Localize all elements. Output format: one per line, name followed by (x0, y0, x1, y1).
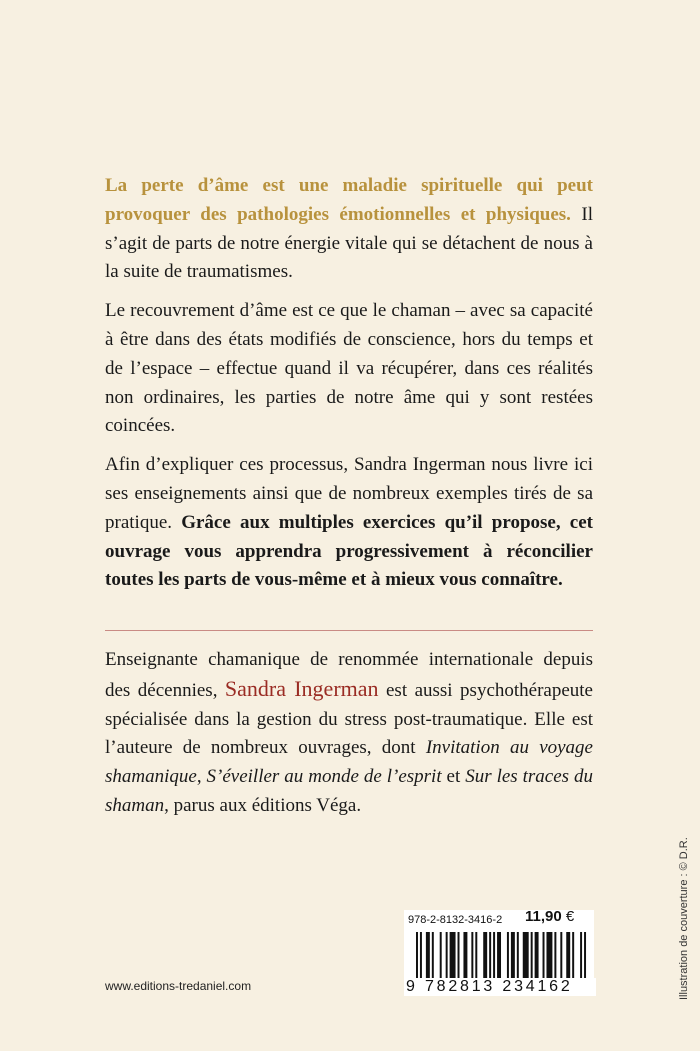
barcode-bar (554, 932, 556, 980)
intro-paragraph-2: Le recouvrement d’âme est ce que le chaman – avec sa capacité à être dans des états modifiés de conscience, hors du temps et de l’espace – effectue quand il va récupérer, dans ces réalités non ordinaires, les parties de notre âme qui y sont restées coincées. (105, 300, 593, 437)
publisher-website: www.editions-tredaniel.com (105, 979, 252, 993)
intro-highlight: La perte d’âme est une maladie spirituelle qui peut provoquer des pathologies émotionnelles et physiques. (105, 175, 593, 225)
barcode-bars (416, 932, 588, 980)
barcode-bar (584, 932, 586, 980)
barcode-bar (440, 932, 442, 980)
cover-illustration-credit: Illustration de couverture : © D.R. (678, 837, 690, 1000)
barcode-bar (580, 932, 582, 980)
barcode-bar (566, 932, 570, 980)
barcode-bar (497, 932, 501, 980)
barcode-bar (426, 932, 430, 980)
intro-paragraph-3 (105, 451, 593, 595)
barcode-bar (560, 932, 562, 980)
barcode-bar (450, 932, 456, 980)
bio-separator-1: , (196, 766, 207, 788)
barcode-bar (523, 932, 529, 980)
barcode-bar (543, 932, 545, 980)
barcode-bar (517, 932, 519, 980)
barcode-bar (531, 932, 533, 980)
bio-text-end: , parus aux éditions Véga. (164, 794, 362, 816)
bio-text-after: est aussi psychothérapeute spécialisée dans la gestion du stress post-traumatique. Elle est l’auteure de nombreux ouvrages, dont (105, 679, 593, 759)
price-amount: 11,90 (525, 908, 562, 925)
section-divider (105, 630, 593, 631)
book-title-3: Sur les traces du shaman (105, 766, 594, 816)
barcode-bar (463, 932, 467, 980)
bio-separator-2: et (441, 766, 466, 788)
bio-text-before: Enseignante chamanique de renommée internationale depuis des décennies, (105, 649, 593, 701)
book-title-2: S’éveiller au monde de l’esprit (206, 766, 442, 788)
book-title-1: Invitation au voyage shamanique (105, 737, 593, 788)
author-name: Sandra Ingerman (224, 675, 379, 701)
barcode-bar (489, 932, 491, 980)
barcode-digits: 9 782813 234162 (404, 978, 596, 996)
intro-paragraph-3-plain: Afin d’expliquer ces processus, Sandra Ingerman nous livre ici ses enseignements ainsi que de nombreux exemples tirés de sa pratique. (105, 454, 593, 533)
intro-text (105, 172, 593, 605)
barcode-bar (446, 932, 448, 980)
barcode-bar (432, 932, 434, 980)
bio-paragraph (105, 646, 593, 821)
barcode-bar (493, 932, 495, 980)
barcode-bar (535, 932, 539, 980)
isbn-number: 978-2-8132-3416-2 (408, 914, 503, 926)
barcode-bar (471, 932, 473, 980)
barcode-bar (416, 932, 418, 980)
barcode-bar (458, 932, 460, 980)
barcode-bar (507, 932, 509, 980)
intro-paragraph-3-bold: Grâce aux multiples exercices qu’il propose, cet ouvrage vous apprendra progressivement à réconcilier toutes les parts de vous-même et à mieux vous connaître. (105, 511, 593, 591)
author-bio (105, 646, 593, 821)
barcode-bar (420, 932, 422, 980)
intro-paragraph-1-rest: Il s’agit de parts de notre énergie vitale qui se détachent de nous à la suite de traumatismes. (105, 203, 593, 283)
barcode-bar (511, 932, 515, 980)
price-label (525, 908, 574, 925)
barcode-bar (572, 932, 574, 980)
barcode-bar (483, 932, 487, 980)
price-currency: € (565, 908, 575, 925)
barcode-bar (546, 932, 552, 980)
barcode-bar (475, 932, 477, 980)
intro-paragraph-1 (105, 172, 593, 287)
